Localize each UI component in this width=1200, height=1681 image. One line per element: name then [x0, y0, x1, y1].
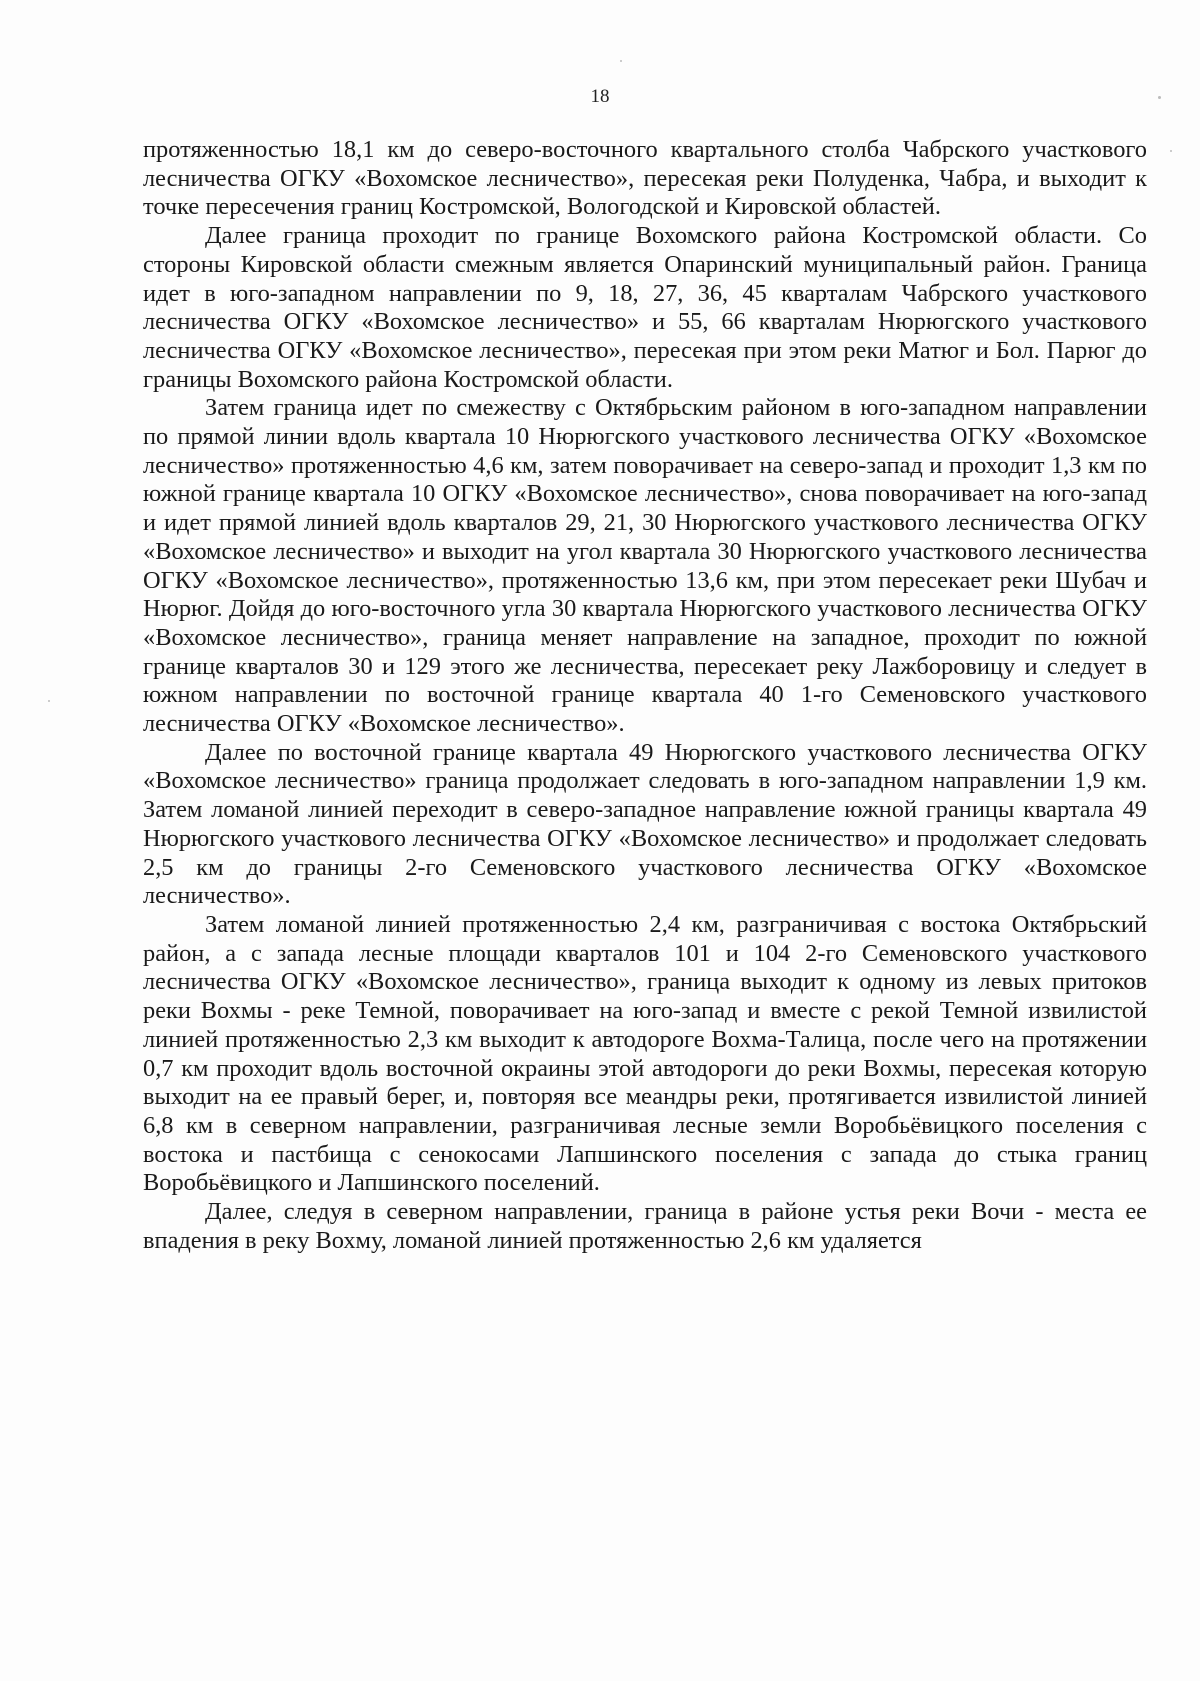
document-body — [143, 136, 1147, 1255]
paragraph-5: Затем ломаной линией протяженностью 2,4 км, разграничивая с востока Октябрьский район, а с запада лесные площади кварталов 101 и 104 2-го Семеновского участкового лесничества ОГКУ «Вохомское лесничество», граница выходит к одному из левых притоков реки Вохмы - реке Темной, поворачивает на юго-запад и вместе с рекой Темной извилистой линией протяженностью 2,3 км выходит к автодороге Вохма-Талица, после чего на протяжении 0,7 км проходит вдоль восточной окраины этой автодороги до реки Вохмы, пересекая которую выходит на ее правый берег, и, повторяя все меандры реки, протягивается извилистой линией 6,8 км в северном направлении, разграничивая лесные земли Воробьёвицкого поселения с востока и пастбища с сенокосами Лапшинского поселения с запада до стыка границ Воробьёвицкого и Лапшинского поселений. — [143, 910, 1147, 1197]
scan-speck — [48, 700, 50, 702]
scan-speck — [1158, 96, 1161, 99]
scan-speck — [1170, 150, 1172, 152]
paragraph-3: Затем граница идет по смежеству с Октябрьским районом в юго-западном направлении по прямой линии вдоль квартала 10 Нюрюгского участкового лесничества ОГКУ «Вохомское лесничество» протяженностью 4,6 км, затем поворачивает на северо-запад и проходит 1,3 км по южной границе квартала 10 ОГКУ «Вохомское лесничество», снова поворачивает на юго-запад и идет прямой линией вдоль кварталов 29, 21, 30 Нюрюгского участкового лесничества ОГКУ «Вохомское лесничество» и выходит на угол квартала 30 Нюрюгского участкового лесничества ОГКУ «Вохомское лесничество», протяженностью 13,6 км, при этом пересекает реки Шубач и Нюрюг. Дойдя до юго-восточного угла 30 квартала Нюрюгского участкового лесничества ОГКУ «Вохомское лесничество», граница меняет направление на западное, проходит по южной границе кварталов 30 и 129 этого же лесничества, пересекает реку Лажборовицу и следует в южном направлении по восточной границе квартала 40 1-го Семеновского участкового лесничества ОГКУ «Вохомское лесничество». — [143, 394, 1147, 738]
paragraph-4: Далее по восточной границе квартала 49 Нюрюгского участкового лесничества ОГКУ «Вохомское лесничество» граница продолжает следовать в юго-западном направлении 1,9 км. Затем ломаной линией переходит в северо-западное направление южной границы квартала 49 Нюрюгского участкового лесничества ОГКУ «Вохомское лесничество» и продолжает следовать 2,5 км до границы 2-го Семеновского участкового лесничества ОГКУ «Вохомское лесничество». — [143, 738, 1147, 910]
scan-speck — [620, 60, 622, 62]
paragraph-6: Далее, следуя в северном направлении, граница в районе устья реки Вочи - места ее впадения в реку Вохму, ломаной линией протяженностью 2,6 км удаляется — [143, 1198, 1147, 1254]
paragraph-1: протяженностью 18,1 км до северо-восточного квартального столба Чабрского участкового лесничества ОГКУ «Вохомское лесничество», пересекая реки Полуденка, Чабра, и выходит к точке пересечения границ Костромской, Вологодской и Кировской областей. — [143, 136, 1147, 221]
paragraph-2: Далее граница проходит по границе Вохомского района Костромской области. Со стороны Кировской области смежным является Опаринский муниципальный район. Граница идет в юго-западном направлении по 9, 18, 27, 36, 45 кварталам Чабрского участкового лесничества ОГКУ «Вохомское лесничество» и 55, 66 кварталам Нюрюгского участкового лесничества ОГКУ «Вохомское лесничество», пересекая при этом реки Матюг и Бол. Парюг до границы Вохомского района Костромской области. — [143, 222, 1147, 393]
page-number: 18 — [590, 86, 610, 107]
